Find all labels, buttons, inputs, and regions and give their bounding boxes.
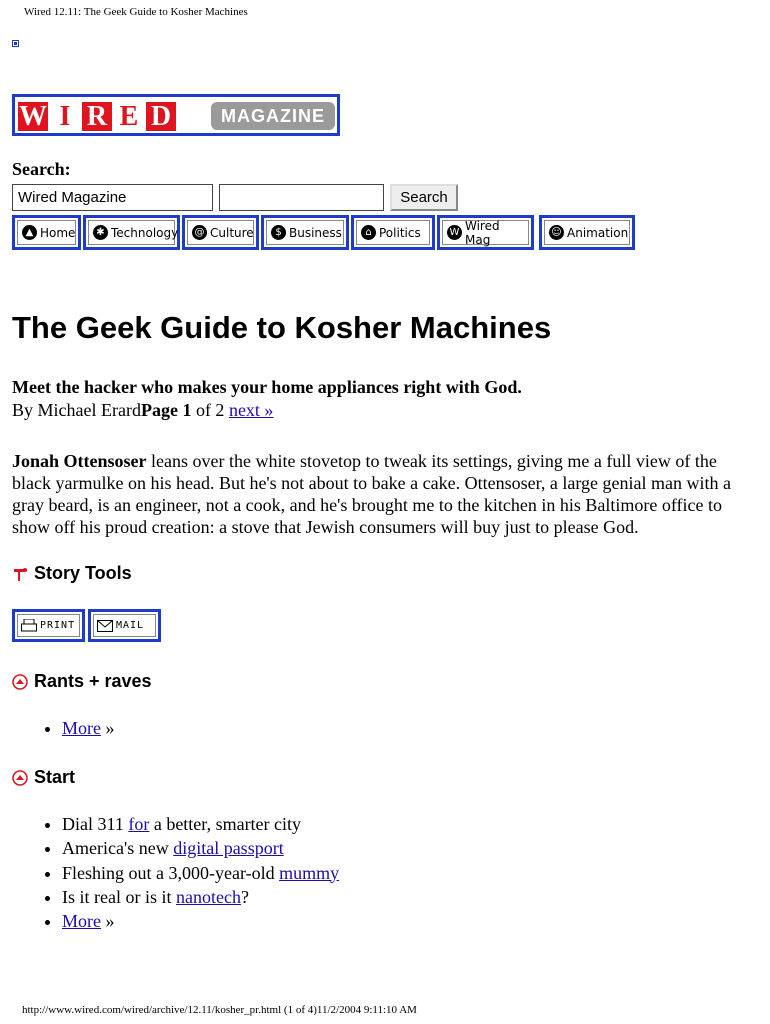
lead-name: Jonah Ottensoser bbox=[12, 451, 147, 471]
rants-list bbox=[28, 716, 115, 740]
nav-label: Business bbox=[289, 225, 342, 240]
nav-business-button[interactable] bbox=[261, 215, 349, 250]
gear-icon: ✱ bbox=[93, 225, 108, 240]
list-item bbox=[62, 812, 339, 836]
start-link-digital-passport[interactable]: digital passport bbox=[173, 838, 284, 859]
search-scope-select[interactable]: Wired Magazine bbox=[12, 184, 213, 211]
story-tools-title: Story Tools bbox=[34, 563, 132, 583]
magazine-label: MAGAZINE bbox=[211, 102, 335, 130]
nav-culture-button[interactable] bbox=[182, 215, 259, 250]
nav-label: Home bbox=[40, 225, 76, 240]
search-label: Search: bbox=[12, 159, 71, 179]
nav-label: Animation bbox=[567, 225, 629, 240]
print-footer-url: http://www.wired.com/wired/archive/12.11/kosher_pr.html (1 of 4)11/2/2004 9:11:10 AM bbox=[22, 1004, 417, 1016]
byline bbox=[12, 400, 273, 421]
more-suffix: » bbox=[101, 718, 115, 738]
nav-wired-mag-button[interactable] bbox=[437, 215, 534, 250]
author-name: By Michael Erard bbox=[12, 400, 141, 420]
printer-icon bbox=[21, 619, 37, 632]
rants-raves-title: Rants + raves bbox=[34, 671, 152, 691]
logo-letter: D bbox=[146, 102, 176, 131]
tools-icon bbox=[12, 566, 28, 582]
article-dek: Meet the hacker who makes your home appliances right with God. bbox=[12, 377, 522, 397]
search-input[interactable] bbox=[219, 184, 384, 211]
document-header-title: Wired 12.11: The Geek Guide to Kosher Machines bbox=[24, 6, 248, 18]
wired-wordmark bbox=[18, 102, 176, 131]
logo-letter: R bbox=[82, 102, 112, 131]
list-item bbox=[62, 836, 339, 860]
item-text: America's new bbox=[62, 838, 174, 859]
nav-label: Politics bbox=[379, 225, 421, 240]
print-label: PRINT bbox=[40, 620, 76, 631]
rants-more-link[interactable]: More bbox=[62, 718, 101, 738]
spacer-image-icon bbox=[12, 40, 19, 47]
smiley-icon: ☺ bbox=[549, 225, 564, 240]
list-item bbox=[62, 909, 339, 933]
item-text: ? bbox=[240, 886, 249, 907]
nav-politics-button[interactable] bbox=[351, 215, 435, 250]
item-text: Is it real or is it bbox=[62, 886, 176, 907]
logo-letter: I bbox=[50, 102, 80, 131]
list-item bbox=[62, 885, 339, 909]
item-text: Dial 311 bbox=[62, 814, 129, 834]
envelope-icon bbox=[97, 620, 113, 632]
wired-magazine-logo[interactable] bbox=[12, 94, 340, 136]
dollar-icon: $ bbox=[271, 225, 286, 240]
w-icon: W bbox=[447, 225, 462, 240]
start-more-link[interactable]: More bbox=[62, 911, 101, 932]
nav-technology-button[interactable] bbox=[83, 215, 180, 250]
nav-home-button[interactable] bbox=[12, 215, 81, 250]
mail-label: MAIL bbox=[116, 620, 145, 631]
nav-label: Technology bbox=[111, 225, 179, 240]
list-item bbox=[62, 861, 339, 885]
nav-label: Culture bbox=[210, 225, 254, 240]
start-link-mummy[interactable]: mummy bbox=[279, 862, 340, 883]
start-list bbox=[28, 812, 339, 933]
item-text: » bbox=[101, 911, 115, 932]
start-title: Start bbox=[34, 767, 76, 787]
nav-animation-button[interactable] bbox=[539, 215, 635, 250]
page-count: of 2 bbox=[191, 400, 229, 420]
story-tools-heading bbox=[12, 563, 132, 584]
arrow-up-circle-icon bbox=[12, 674, 28, 690]
article-body-paragraph bbox=[12, 450, 752, 538]
lead-text: leans over the white stovetop to tweak its settings, giving me a full view of the black yarmulke on his head. But he's not about to bake a cake. Ottensoser, a large genial man with a gray beard, is an engineer, not a cook, and he's brought me to the kitchen in his Baltimore office to show off his proud creation: a stove that Jewish consumers will buy just to please God. bbox=[12, 451, 731, 537]
nav-label: Wired Mag bbox=[465, 218, 500, 247]
capitol-icon: ⌂ bbox=[361, 225, 376, 240]
logo-letter: W bbox=[19, 101, 47, 132]
rants-raves-heading bbox=[12, 671, 152, 692]
article-title: The Geek Guide to Kosher Machines bbox=[12, 310, 552, 345]
search-button[interactable]: Search bbox=[390, 184, 458, 211]
start-link-for[interactable]: for bbox=[128, 814, 150, 834]
start-link-nanotech[interactable]: nanotech bbox=[175, 886, 241, 907]
list-item bbox=[62, 716, 115, 740]
logo-letter: E bbox=[114, 102, 144, 131]
next-page-link[interactable]: next » bbox=[228, 400, 274, 420]
arrow-up-icon: ▲ bbox=[22, 225, 37, 240]
page-number: Page 1 bbox=[140, 400, 192, 420]
start-heading bbox=[12, 767, 75, 788]
arrow-up-circle-icon bbox=[12, 770, 28, 786]
print-button[interactable] bbox=[12, 609, 85, 642]
spiral-icon: @ bbox=[192, 225, 207, 240]
item-text: a better, smarter city bbox=[149, 814, 302, 834]
mail-button[interactable] bbox=[88, 609, 161, 642]
item-text: Fleshing out a 3,000-year-old bbox=[62, 862, 280, 883]
